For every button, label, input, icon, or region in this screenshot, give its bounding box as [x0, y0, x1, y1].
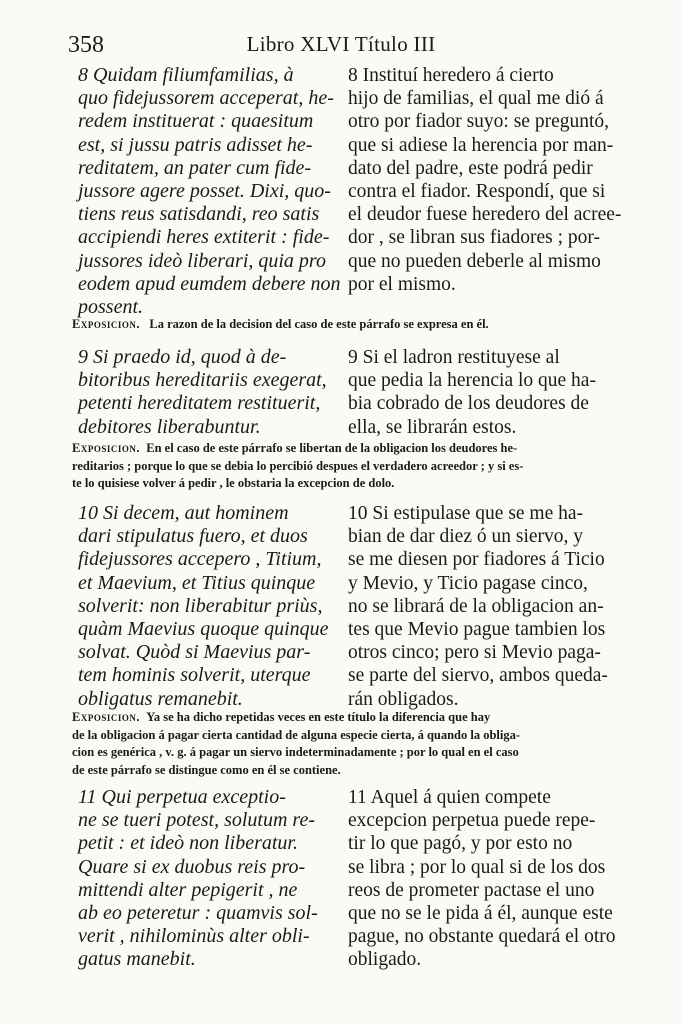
text-line: debitores liberabuntur.	[78, 415, 261, 438]
text-line: hijo de familias, el qual me dió á	[348, 88, 604, 110]
text-line: gatus manebit.	[78, 948, 196, 971]
text-line: ne se tueri potest, solutum re-	[78, 809, 316, 832]
text-line: que si adiese la herencia por man-	[348, 134, 614, 156]
exposicion-10	[72, 709, 620, 779]
text-line: jussore agere posset. Dixi, quo-	[78, 180, 331, 203]
text-line: possent.	[78, 296, 143, 319]
text-line: jussores ideò liberari, quia pro	[78, 249, 326, 272]
text-line: ella, se librarán estos.	[348, 416, 517, 438]
text-line: 9 Si el ladron restituyese al	[348, 347, 560, 368]
text-line: solvat. Quòd si Maevius par-	[78, 641, 311, 664]
text-line: obligado.	[348, 949, 422, 971]
text-line: bia cobrado de los deudores de	[348, 393, 589, 415]
text-line: obligatus remanebit.	[78, 687, 243, 710]
text-line: pague, no obstante quedará el otro	[348, 926, 616, 948]
text-line: excepcion perpetua puede repe-	[348, 810, 596, 832]
text-line: quo fidejussorem acceperat, he-	[78, 87, 334, 110]
text-line: mittendi alter pepigerit , ne	[78, 878, 298, 901]
text-line: dor , se libran sus fiadores ; por-	[348, 227, 600, 249]
exposicion-text: de la obligacion á pagar cierta cantidad de alguna especie cierta, á quando la obliga-	[72, 727, 521, 742]
text-line: reos de prometer pactase el uno	[348, 879, 595, 901]
paragraph-8	[78, 64, 622, 319]
text-line: contra el fiador. Respondí, que si	[348, 181, 606, 203]
latin-text	[78, 346, 340, 439]
text-line: 11 Aquel á quien compete	[348, 787, 551, 808]
text-line: tes que Mevio pague tambien los	[348, 619, 606, 641]
text-line: se me diesen por fiadores á Ticio	[348, 549, 605, 571]
text-line: quàm Maevius quoque quinque	[78, 618, 329, 641]
text-line: 11 Qui perpetua exceptio-	[78, 786, 286, 808]
text-line: verit , nihilominùs alter obli-	[78, 925, 310, 948]
latin-text	[78, 502, 340, 711]
spanish-text	[348, 502, 620, 711]
exposicion-text: En el caso de este párrafo se libertan de la obligacion los deudores he-	[146, 441, 518, 455]
text-line: que pedia la herencia lo que ha-	[348, 370, 596, 392]
exposicion-label: Exposicion.	[72, 317, 140, 331]
exposicion-label: Exposicion.	[72, 441, 140, 455]
exposicion-label: Exposicion.	[72, 710, 140, 724]
text-line: que no se le pida á él, aunque este	[348, 903, 613, 925]
text-line: rán obligados.	[348, 688, 459, 710]
exposicion-text: La razon de la decision del caso de este párrafo se expresa en él.	[149, 317, 489, 331]
paragraph-10	[78, 502, 618, 712]
text-line: que no pueden deberle al mismo	[348, 250, 601, 272]
latin-text	[78, 64, 340, 319]
text-line: solverit: non liberabitur priùs,	[78, 594, 323, 617]
latin-text	[78, 786, 340, 972]
text-line: 8 Quidam filiumfamilias, à	[78, 64, 294, 86]
text-line: et Maevium, et Titius quinque	[78, 571, 316, 594]
spanish-text	[348, 346, 620, 439]
text-line: tem hominis solverit, uterque	[78, 664, 311, 687]
exposicion-8	[72, 316, 620, 334]
spanish-text	[348, 64, 620, 296]
text-line: est, si jussu patris adisset he-	[78, 133, 313, 156]
text-line: tiens reus satisdandi, reo satis	[78, 203, 320, 226]
exposicion-9	[72, 440, 620, 493]
text-line: reditatem, an pater cum fide-	[78, 156, 312, 179]
text-line: 10 Si decem, aut hominem	[78, 502, 289, 524]
text-line: tir lo que pagó, y por esto no	[348, 833, 573, 855]
exposicion-text: de este párrafo se distingue como en él se contiene.	[72, 762, 341, 777]
text-line: accipiendi heres extiterit : fide-	[78, 226, 330, 249]
text-line: 8 Instituí heredero á cierto	[348, 65, 554, 86]
text-line: bian de dar diez ó un siervo, y	[348, 526, 584, 548]
paragraph-11	[78, 786, 618, 976]
text-line: no se librará de la obligacion an-	[348, 595, 604, 617]
text-line: petenti hereditatem restituerit,	[78, 392, 321, 415]
exposicion-text: reditarios ; porque lo que se debia lo percibió despues el verdadero acreedor ; y si es-	[72, 458, 524, 473]
text-line: redem instituerat : quaesitum	[78, 110, 314, 133]
text-line: bitoribus hereditariis exegerat,	[78, 369, 327, 392]
text-line: Quare si ex duobus reis pro-	[78, 855, 306, 878]
text-line: eodem apud eumdem debere non	[78, 272, 341, 295]
text-line: el deudor fuese heredero del acree-	[348, 204, 622, 226]
exposicion-text: te lo quisiese volver á pedir , le obstaria la excepcion de dolo.	[72, 476, 395, 491]
text-line: se parte del siervo, ambos queda-	[348, 665, 608, 687]
page-header	[0, 30, 682, 60]
paragraph-9	[78, 346, 618, 442]
text-line: ab eo peteretur : quamvis sol-	[78, 902, 318, 925]
text-line: otros cinco; pero si Mevio paga-	[348, 642, 601, 664]
text-line: por el mismo.	[348, 273, 456, 295]
spanish-text	[348, 786, 620, 972]
text-line: otro por fiador suyo: se preguntó,	[348, 111, 610, 133]
exposicion-text: Ya se ha dicho repetidas veces en este título la diferencia que hay	[146, 710, 491, 724]
exposicion-text: cion es genérica , v. g. á pagar un siervo indeterminadamente ; por lo qual en el caso	[72, 745, 519, 760]
text-line: se libra ; por lo qual si de los dos	[348, 856, 606, 878]
text-line: petit : et ideò non liberatur.	[78, 832, 298, 855]
text-line: 9 Si praedo id, quod à de-	[78, 346, 287, 368]
text-line: y Mevio, y Ticio pagase cinco,	[348, 572, 588, 594]
running-title: Libro XLVI Título III	[246, 32, 436, 56]
text-line: fidejussores accepero , Titium,	[78, 548, 322, 571]
text-line: dari stipulatus fuero, et duos	[78, 525, 308, 548]
text-line: 10 Si estipulase que se me ha-	[348, 503, 584, 524]
text-line: dato del padre, este podrá pedir	[348, 157, 593, 179]
page-number: 358	[68, 32, 104, 58]
